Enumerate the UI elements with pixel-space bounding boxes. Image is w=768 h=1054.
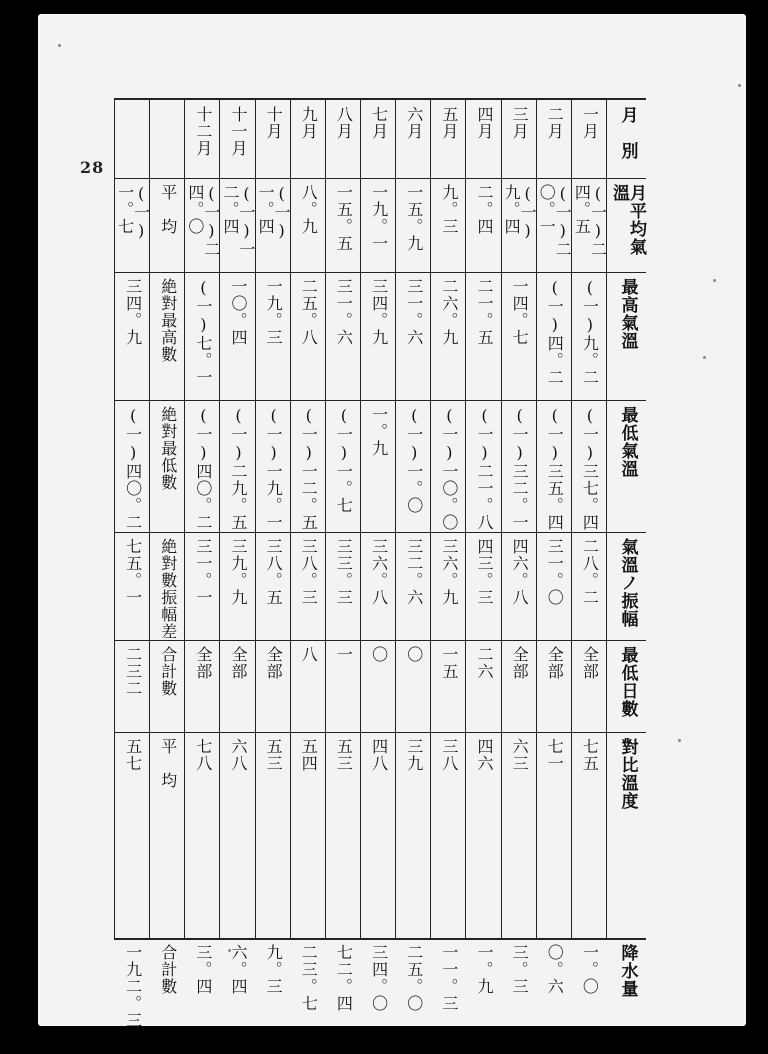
cell-text: 一。九 xyxy=(474,944,494,995)
table-column xyxy=(184,100,221,995)
cell-text: 九。三 xyxy=(439,184,459,235)
table-cell xyxy=(396,400,431,532)
table-cell xyxy=(150,640,185,732)
table-cell xyxy=(326,640,361,732)
cell-text: 六三 xyxy=(510,738,530,772)
table-cell xyxy=(466,178,501,272)
cell-text: 一。九 xyxy=(369,406,389,457)
table-cell xyxy=(431,178,466,272)
cell-text: 二八。二 xyxy=(580,538,600,606)
month-cell xyxy=(431,100,466,178)
cell-text: 一一。三 xyxy=(439,944,459,1012)
table-cell xyxy=(115,532,150,640)
table-cell xyxy=(361,400,396,532)
table-cell xyxy=(185,938,220,995)
table-column xyxy=(325,100,361,1012)
table-cell xyxy=(220,640,255,732)
cell-text: 三三。三 xyxy=(334,538,354,606)
cell-text: 一 xyxy=(334,646,354,663)
month-cell xyxy=(396,100,431,178)
cell-text: 全部 xyxy=(545,646,565,680)
cell-text: (一)七。一 xyxy=(193,278,213,386)
cell-text: (一)一二。五 xyxy=(299,406,319,531)
table-cell xyxy=(396,272,431,400)
month-cell xyxy=(537,100,572,178)
cell-text: (一)一〇。〇 xyxy=(439,406,459,531)
speck xyxy=(58,44,61,47)
cell-text: 七五。一 xyxy=(123,538,143,606)
cell-text: 三九。九 xyxy=(228,538,248,606)
speck xyxy=(738,84,741,87)
cell-text: 七八 xyxy=(193,738,213,772)
table-cell xyxy=(361,532,396,640)
table-cell xyxy=(607,640,647,732)
section-rule xyxy=(114,178,646,179)
table-cell xyxy=(150,272,185,400)
cell-text: 二五。〇 xyxy=(404,944,424,1012)
table-cell xyxy=(291,938,326,1012)
table-cell xyxy=(572,272,607,400)
table-cell xyxy=(607,178,647,272)
table-cell xyxy=(572,178,607,272)
table-cell xyxy=(502,400,537,532)
month-cell xyxy=(256,100,291,178)
cell-text: 一五 xyxy=(439,646,459,680)
cell-text: 二三。七 xyxy=(299,944,319,1012)
cell-text: 〇 xyxy=(369,646,389,663)
cell-text: 二。四 xyxy=(474,184,494,235)
table-column xyxy=(219,100,256,995)
table-cell xyxy=(607,938,647,998)
cell-text: 六八 xyxy=(228,738,248,772)
table-cell xyxy=(185,400,220,532)
table-cell xyxy=(572,732,607,938)
page-number: 28 xyxy=(80,158,105,177)
table-cell xyxy=(607,272,647,400)
table-column xyxy=(430,100,466,1012)
cell-text: 三六。八 xyxy=(369,538,389,606)
table-cell xyxy=(185,532,220,640)
cell-text: 五三 xyxy=(264,738,284,772)
cell-text: 一五。九 xyxy=(404,184,424,252)
cell-text: 全部 xyxy=(193,646,213,680)
table-cell xyxy=(466,938,501,995)
cell-text: (一)四〇。二 xyxy=(193,406,213,531)
cell-text: 一。〇 xyxy=(580,944,600,995)
cell-text: 一四。七 xyxy=(510,278,530,346)
cell-text: 三六。九 xyxy=(439,538,459,606)
cell-text: 二三二 xyxy=(123,646,143,697)
cell-text: 合計數 xyxy=(158,944,178,995)
table-cell xyxy=(396,640,431,732)
cell-text: (一) 一。七 xyxy=(115,184,151,258)
table-cell xyxy=(607,400,647,532)
table-cell xyxy=(185,732,220,938)
table-cell xyxy=(150,938,185,995)
cell-text: 〇。六 xyxy=(545,944,565,995)
cell-text: (一)二四。〇 xyxy=(185,184,221,258)
cell-text: 五三 xyxy=(334,738,354,772)
table-cell xyxy=(361,732,396,938)
table-cell xyxy=(572,640,607,732)
cell-text: 九月 xyxy=(299,106,319,140)
month-cell xyxy=(291,100,326,178)
cell-text: 二月 xyxy=(545,106,565,140)
table-cell xyxy=(220,178,255,272)
cell-text: 一五。五 xyxy=(334,184,354,252)
table-cell xyxy=(150,532,185,640)
cell-text: 一九。一 xyxy=(369,184,389,252)
table-cell xyxy=(361,938,396,1012)
table-column xyxy=(395,100,431,1012)
table-cell xyxy=(150,400,185,532)
cell-text: 最高氣溫 xyxy=(617,278,638,350)
table-cell xyxy=(291,532,326,640)
table-column xyxy=(360,100,396,1012)
table-column xyxy=(290,100,326,1012)
table-cell xyxy=(537,400,572,532)
cell-text: 二六 xyxy=(474,646,494,680)
header-column xyxy=(606,100,647,998)
cell-text: 絶對最低數 xyxy=(158,406,178,491)
cell-text: (一)一二。四 xyxy=(220,184,256,258)
cell-text: 四月 xyxy=(474,106,494,140)
cell-text: 三。三 xyxy=(510,944,530,995)
cell-text: (一)二四。五 xyxy=(572,184,608,258)
cell-text: (一)一。四 xyxy=(256,184,292,241)
cell-text: (一)四。二 xyxy=(545,278,565,386)
section-rule xyxy=(114,272,646,273)
cell-text: 十二月 xyxy=(193,106,213,157)
cell-text: (一)三五。四 xyxy=(545,406,565,531)
table-cell xyxy=(115,732,150,938)
cell-text: 全部 xyxy=(228,646,248,680)
month-cell xyxy=(572,100,607,178)
table-cell xyxy=(326,938,361,1012)
section-rule xyxy=(114,400,646,401)
cell-text: 一九。三 xyxy=(264,278,284,346)
cell-text: (一)九。二 xyxy=(580,278,600,386)
cell-text: 三。四 xyxy=(193,944,213,995)
cell-text: 三一。六 xyxy=(404,278,424,346)
table-cell xyxy=(256,400,291,532)
table-cell xyxy=(572,400,607,532)
table-cell xyxy=(115,272,150,400)
cell-text: (一)二一。八 xyxy=(474,406,494,531)
month-cell xyxy=(466,100,501,178)
cell-text: (一)三七。四 xyxy=(580,406,600,531)
table-column xyxy=(501,100,538,995)
cell-text: 最低日數 xyxy=(617,646,638,718)
cell-text: 三八。三 xyxy=(299,538,319,606)
table-column xyxy=(114,100,151,1029)
table-cell xyxy=(607,732,647,938)
table-cell xyxy=(502,938,537,995)
speck xyxy=(713,279,716,282)
table-cell xyxy=(396,532,431,640)
table-cell xyxy=(466,400,501,532)
table-cell xyxy=(502,640,537,732)
table-cell xyxy=(431,532,466,640)
cell-text: 四六 xyxy=(474,738,494,772)
cell-text: 三一。〇 xyxy=(545,538,565,606)
cell-text: 月 別 xyxy=(617,106,638,160)
cell-text: 八月 xyxy=(334,106,354,140)
section-rule xyxy=(114,532,646,533)
table-cell xyxy=(502,272,537,400)
cell-text: 九。三 xyxy=(264,944,284,995)
cell-text: 七二。四 xyxy=(334,944,354,1012)
table-cell xyxy=(220,400,255,532)
cell-text: (一)二〇。一 xyxy=(537,184,573,258)
cell-text: (一)一九。一 xyxy=(264,406,284,531)
table-cell xyxy=(326,400,361,532)
cell-text: 三四。九 xyxy=(123,278,143,346)
cell-text: 月平均氣溫 xyxy=(609,184,646,256)
section-rule xyxy=(114,732,646,733)
table-cell xyxy=(220,272,255,400)
table-cell xyxy=(256,732,291,938)
cell-text: 一九二。三 xyxy=(123,944,143,1029)
cell-text: 平 均 xyxy=(158,184,178,235)
cell-text: 七五 xyxy=(580,738,600,772)
cell-text: 七月 xyxy=(369,106,389,140)
table-column xyxy=(255,100,292,995)
table-cell xyxy=(326,272,361,400)
table-cell xyxy=(396,938,431,1012)
table-cell xyxy=(537,640,572,732)
month-cell xyxy=(115,100,150,178)
cell-text: 平 均 xyxy=(158,738,178,789)
table-cell xyxy=(150,178,185,272)
month-cell xyxy=(361,100,396,178)
table-cell xyxy=(537,732,572,938)
cell-text: (一)一。七 xyxy=(334,406,354,514)
table-cell xyxy=(396,732,431,938)
table-cell xyxy=(431,272,466,400)
table-cell xyxy=(607,532,647,640)
cell-text: 五七 xyxy=(123,738,143,772)
month-cell xyxy=(150,100,185,178)
cell-text: 三四。九 xyxy=(369,278,389,346)
table-cell xyxy=(502,532,537,640)
table-cell xyxy=(502,732,537,938)
climate-table xyxy=(114,98,646,1029)
speck xyxy=(703,356,706,359)
table-cell xyxy=(537,938,572,995)
table-cell xyxy=(220,732,255,938)
cell-text: 三八。五 xyxy=(264,538,284,606)
table-cell xyxy=(431,732,466,938)
cell-text: 二六。九 xyxy=(439,278,459,346)
table-cell xyxy=(537,272,572,400)
table-cell xyxy=(431,938,466,1012)
table-column xyxy=(465,100,501,995)
table-cell xyxy=(291,640,326,732)
table-cell xyxy=(291,732,326,938)
table-cell xyxy=(572,938,607,995)
table-cell xyxy=(256,640,291,732)
cell-text: 對比溫度 xyxy=(617,738,638,810)
table-cell xyxy=(361,178,396,272)
cell-text: (一)一。〇 xyxy=(404,406,424,514)
cell-text: 七一 xyxy=(545,738,565,772)
table-column xyxy=(149,100,185,995)
month-cell xyxy=(502,100,537,178)
table-column xyxy=(571,100,608,995)
table-cell xyxy=(115,640,150,732)
table-cell xyxy=(466,532,501,640)
cell-text: 氣溫ノ振幅 xyxy=(617,538,638,628)
table-cell xyxy=(326,178,361,272)
cell-text: 〇 xyxy=(404,646,424,663)
cell-text: 十月 xyxy=(264,106,284,140)
table-cell xyxy=(466,272,501,400)
cell-text: 五四 xyxy=(299,738,319,772)
table-cell xyxy=(396,178,431,272)
table-cell xyxy=(466,732,501,938)
month-cell xyxy=(607,100,647,178)
cell-text: (一)九。四 xyxy=(502,184,538,241)
month-cell xyxy=(185,100,220,178)
cell-text: 三月 xyxy=(510,106,530,140)
cell-text: (一)四〇。二 xyxy=(123,406,143,531)
cell-text: 三二。六 xyxy=(404,538,424,606)
table-cell xyxy=(185,178,220,272)
cell-text: 三一。六 xyxy=(334,278,354,346)
cell-text: 五月 xyxy=(439,106,459,140)
table-cell xyxy=(361,640,396,732)
cell-text: 合計數 xyxy=(158,646,178,697)
table-cell xyxy=(291,178,326,272)
table-cell xyxy=(256,938,291,995)
cell-text: 全部 xyxy=(580,646,600,680)
cell-text: 一月 xyxy=(580,106,600,140)
cell-text: 一〇。四 xyxy=(228,278,248,346)
table-cell xyxy=(431,400,466,532)
cell-text: (一)二九。五 xyxy=(228,406,248,531)
table-cell xyxy=(502,178,537,272)
cell-text: 二五。八 xyxy=(299,278,319,346)
table-cell xyxy=(572,532,607,640)
cell-text: 三八 xyxy=(439,738,459,772)
table-cell xyxy=(185,272,220,400)
cell-text: 三九 xyxy=(404,738,424,772)
cell-text: (一)三二。一 xyxy=(510,406,530,531)
table-cell xyxy=(115,178,150,272)
table-cell xyxy=(220,532,255,640)
cell-text: 四八 xyxy=(369,738,389,772)
table-cell xyxy=(256,532,291,640)
speck xyxy=(678,739,681,742)
table-cell xyxy=(115,938,150,1029)
table-cell xyxy=(326,732,361,938)
table-cell xyxy=(326,532,361,640)
table-cell xyxy=(220,938,255,995)
table-cell xyxy=(431,640,466,732)
table-column xyxy=(536,100,573,995)
cell-text: 最低氣溫 xyxy=(617,406,638,478)
table-cell xyxy=(150,732,185,938)
cell-text: 絶對最高數 xyxy=(158,278,178,363)
month-cell xyxy=(220,100,255,178)
table-cell xyxy=(256,272,291,400)
cell-text: 六月 xyxy=(404,106,424,140)
table-cell xyxy=(361,272,396,400)
table-cell xyxy=(256,178,291,272)
cell-text: 六。四 xyxy=(228,944,248,995)
cell-text: 降水量 xyxy=(617,944,638,998)
cell-text: 四三。三 xyxy=(474,538,494,606)
table-cell xyxy=(291,400,326,532)
cell-text: 二一。五 xyxy=(474,278,494,346)
table-cell xyxy=(466,640,501,732)
table-cell xyxy=(185,640,220,732)
table-cell xyxy=(291,272,326,400)
month-cell xyxy=(326,100,361,178)
cell-text: 八。九 xyxy=(299,184,319,235)
section-rule xyxy=(114,640,646,641)
table-cell xyxy=(537,532,572,640)
cell-text: 三四。〇 xyxy=(369,944,389,1012)
cell-text: 八 xyxy=(299,646,319,663)
cell-text: 四六。八 xyxy=(510,538,530,606)
cell-text: 全部 xyxy=(264,646,284,680)
table-cell xyxy=(537,178,572,272)
cell-text: 全部 xyxy=(510,646,530,680)
cell-text: 十一月 xyxy=(228,106,248,157)
table-cell xyxy=(115,400,150,532)
cell-text: 絶對數振幅差 xyxy=(158,538,178,640)
cell-text: 三一。一 xyxy=(193,538,213,606)
